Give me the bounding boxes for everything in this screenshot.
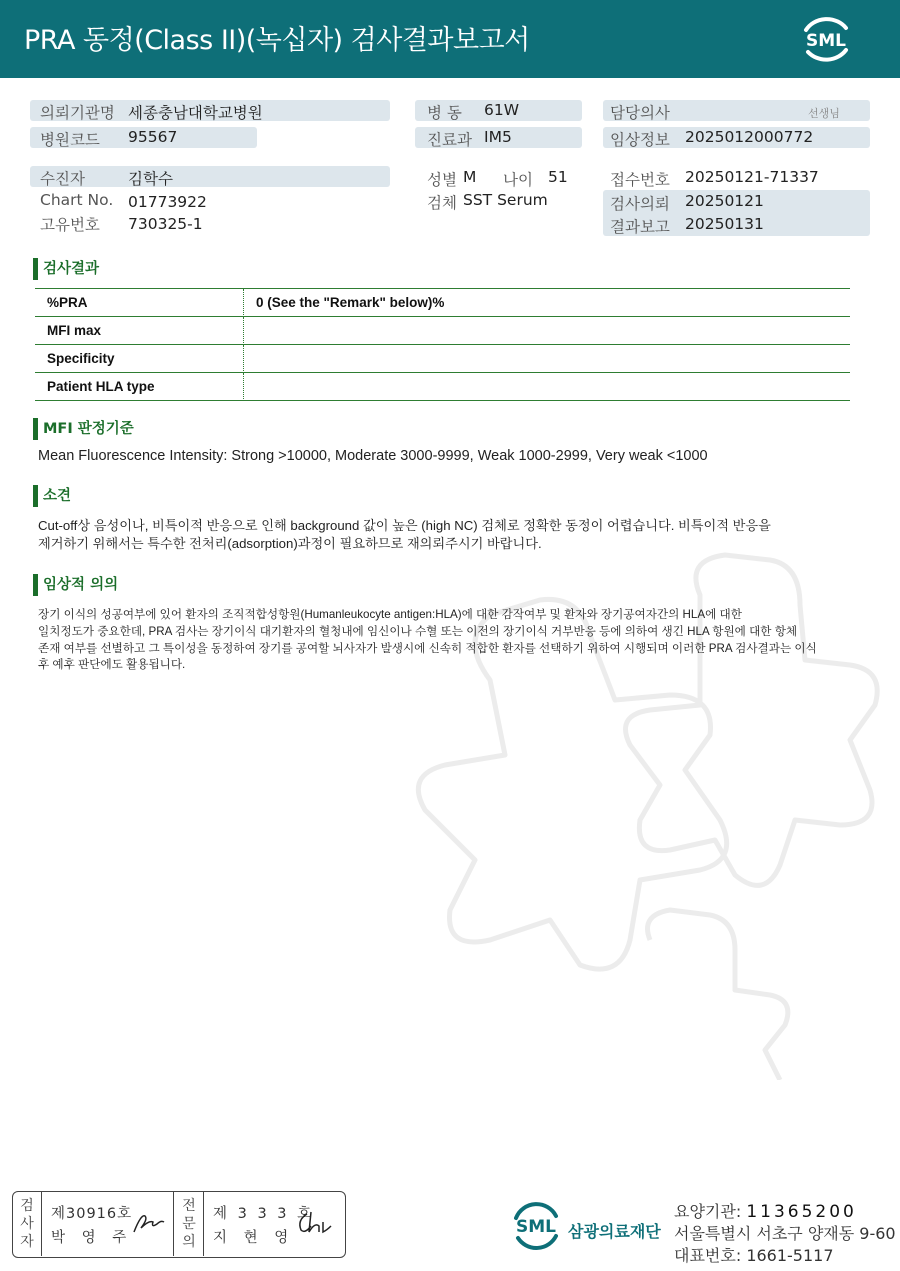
- age-value: 51: [548, 168, 568, 186]
- sign-separator: [41, 1192, 42, 1256]
- request-value: 20250121: [685, 192, 764, 210]
- receipt-label: 접수번호: [610, 171, 670, 189]
- institution-code-label: 요양기관:: [674, 1202, 742, 1221]
- result-key: MFI max: [47, 323, 102, 338]
- hospital-code-value: 95567: [128, 128, 178, 146]
- institution-label: 의뢰기관명: [40, 104, 115, 122]
- age-label: 나이: [503, 171, 533, 189]
- mfi-heading: MFI 판정기준: [33, 418, 134, 440]
- phone-label: 대표번호:: [674, 1246, 742, 1265]
- report-value: 20250131: [685, 215, 764, 233]
- expert-label-char: 문: [182, 1216, 196, 1232]
- column-divider: [243, 345, 244, 373]
- expert-label-char: 전: [182, 1198, 196, 1214]
- footer-phone: [674, 1243, 834, 1266]
- sml-logo-icon: [798, 12, 854, 66]
- result-key: %PRA: [47, 295, 88, 310]
- column-divider: [243, 373, 244, 401]
- expert-name: 지 현 영: [213, 1230, 295, 1246]
- remark-line-2: 제거하기 위해서는 특수한 전처리(adsorption)과정이 필요하므로 재의뢰주시기 바랍니다.: [38, 536, 542, 551]
- institution-code-value: 11365200: [746, 1202, 857, 1222]
- tester-signature-icon: [131, 1210, 167, 1238]
- clinical-info-value: 2025012000772: [685, 128, 814, 146]
- expert-label-char: 의: [182, 1234, 196, 1250]
- sex-label: 성별: [427, 171, 457, 189]
- results-table: [35, 288, 850, 401]
- sign-separator: [173, 1192, 174, 1256]
- tester-label-char: 자: [20, 1234, 34, 1250]
- clinical-line-2: 일치정도가 중요한데, PRA 검사는 장기이식 대기환자의 혈청내에 임신이나 수혈 또는 이전의 장기이식 거부반응 등에 의하여 생긴 HLA 항원에 대한 항체: [38, 625, 798, 638]
- result-value: 0 (See the "Remark" below)%: [256, 295, 445, 310]
- ward-label: 병 동: [427, 104, 462, 122]
- tester-label-char: 검: [20, 1198, 34, 1214]
- tester-license: 제30916호: [51, 1206, 133, 1222]
- doctor-suffix: 선생님: [808, 107, 840, 120]
- chart-value: 01773922: [128, 193, 207, 211]
- patient-value: 김학수: [128, 170, 173, 188]
- column-divider: [243, 289, 244, 317]
- institution-value: 세종충남대학교병원: [128, 104, 263, 122]
- expert-vertical-label: [179, 1197, 199, 1251]
- header-logo-text: SML: [806, 31, 846, 51]
- footer-brand: 삼광의료재단: [568, 1222, 661, 1241]
- expert-license: 제 3 3 3 호: [213, 1206, 315, 1222]
- doctor-label: 담당의사: [610, 104, 670, 122]
- receipt-value: 20250121-71337: [685, 168, 819, 186]
- specimen-value: SST Serum: [463, 191, 548, 209]
- unique-no-label: 고유번호: [40, 216, 100, 234]
- clinical-line-1: 장기 이식의 성공여부에 있어 환자의 조직적합성항원(Humanleukocyte antigen:HLA)에 대한 감작여부 및 환자와 장기공여자간의 HLA에 대한: [38, 608, 742, 621]
- mfi-text: Mean Fluorescence Intensity: Strong >10000, Moderate 3000-9999, Weak 1000-2999, Very weak <1000: [38, 448, 708, 464]
- signature-box: [12, 1191, 346, 1258]
- request-label: 검사의뢰: [610, 195, 670, 213]
- department-value: IM5: [484, 128, 512, 146]
- ward-value: 61W: [484, 101, 520, 119]
- department-label: 진료과: [427, 131, 472, 149]
- clinical-line-4: 후 예후 판단에도 활용됩니다.: [38, 658, 186, 671]
- hospital-code-label: 병원코드: [40, 131, 100, 149]
- remark-heading: 소견: [33, 485, 71, 507]
- unique-no-value: 730325-1: [128, 215, 203, 233]
- tester-label-char: 사: [20, 1216, 34, 1232]
- result-key: Specificity: [47, 351, 115, 366]
- expert-signature-icon: [295, 1208, 335, 1238]
- report-header: [0, 0, 900, 78]
- table-row: [35, 289, 850, 317]
- result-key: Patient HLA type: [47, 379, 155, 394]
- column-divider: [243, 317, 244, 345]
- patient-label: 수진자: [40, 170, 85, 188]
- report-label: 결과보고: [610, 218, 670, 236]
- tester-name: 박 영 주: [51, 1230, 133, 1246]
- sex-value: M: [463, 168, 477, 186]
- tester-vertical-label: [17, 1197, 37, 1251]
- footer-logo-text: SML: [516, 1217, 556, 1237]
- clinical-info-label: 임상정보: [610, 131, 670, 149]
- footer-institution-code: [674, 1199, 857, 1222]
- footer-sml-logo-icon: [510, 1200, 562, 1252]
- specimen-label: 검체: [427, 194, 457, 212]
- table-row: [35, 317, 850, 345]
- sign-separator: [203, 1192, 204, 1256]
- phone-value: 1661-5117: [746, 1246, 834, 1265]
- table-row: [35, 373, 850, 401]
- watermark-icon: [340, 520, 900, 1080]
- results-heading: 검사결과: [33, 258, 99, 280]
- clinical-line-3: 존재 여부를 선별하고 그 특이성을 동정하여 장기를 공여할 뇌사자가 발생시에 신속히 적합한 환자를 선택하기 위하여 시행되며 이러한 PRA 검사결과는 이식: [38, 642, 817, 655]
- report-title: PRA 동정(Class II)(녹십자) 검사결과보고서: [24, 25, 530, 56]
- chart-label: Chart No.: [40, 191, 114, 209]
- table-row: [35, 345, 850, 373]
- remark-line-1: Cut-off상 음성이나, 비특이적 반응으로 인해 background 값이 높은 (high NC) 검체로 정확한 동정이 어렵습니다. 비특이적 반응을: [38, 518, 771, 533]
- clinical-heading: 임상적 의의: [33, 574, 118, 596]
- footer-address: 서울특별시 서초구 양재동 9-60: [674, 1224, 896, 1243]
